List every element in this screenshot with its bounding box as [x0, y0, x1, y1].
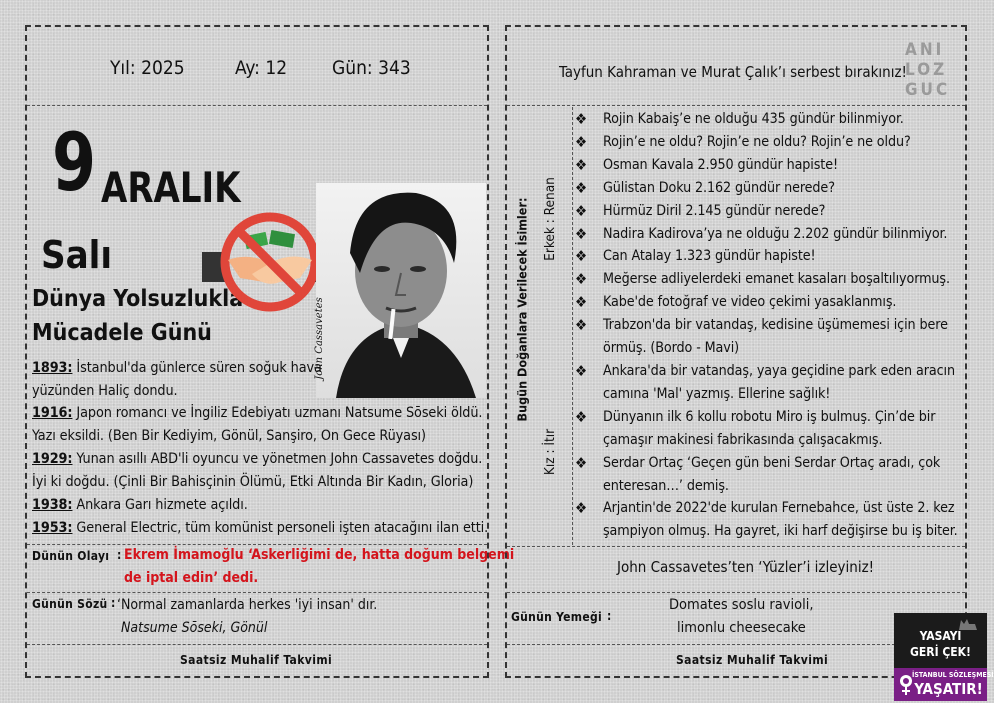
list-item: ❖ Kabe'de fotoğraf ve video çekimi yasaklanmış. [575, 291, 970, 314]
diamond-bullet-icon: ❖ [575, 224, 587, 243]
badge-line3: İSTANBUL SÖZLEŞMESİ [912, 671, 994, 679]
names-label: Bugün Doğanlara Verilecek İsimler: [514, 197, 530, 422]
right-footer: Saatsiz Muhalif Takvimi [676, 653, 829, 667]
diamond-bullet-icon: ❖ [575, 247, 587, 266]
soz-colon: : [111, 596, 116, 610]
event-1929: 1929: Yunan asıllı ABD'li oyuncu ve yönetmen John Cassavetes doğdu. İyi ki doğdu. (Çinli Bir Bahisçinin Ölümü, Etki Altında Bir Kadın, Gloria) [32, 451, 483, 490]
list-item: ❖ Rojin Kabaiş’e ne olduğu 435 gündür bilinmiyor. [575, 108, 970, 131]
day-of-year-label: Gün: 343 [332, 57, 411, 79]
badge-line1: YASAYI [919, 629, 962, 643]
release-call-header: Tayfun Kahraman ve Murat Çalık’ı serbest bırakınız! [559, 63, 907, 81]
diamond-bullet-icon: ❖ [575, 361, 587, 380]
cat-silhouette-icon [957, 615, 979, 629]
right-movie-divider [507, 546, 965, 547]
olay-text-line1: Ekrem İmamoğlu ‘Askerliğimi de, hatta doğum belgemi [124, 547, 515, 563]
year-label: Yıl: 2025 [110, 57, 185, 79]
diamond-bullet-icon: ❖ [575, 499, 587, 518]
olay-text-line2: de iptal edin’ dedi. [124, 570, 259, 586]
olay-label: Dünün Olayı [32, 549, 110, 563]
badge-line2: GERİ ÇEK! [910, 645, 971, 659]
diamond-bullet-icon: ❖ [575, 316, 587, 335]
event-1953: 1953: General Electric, tüm komünist personeli işten atacağını ilan etti. [32, 520, 489, 536]
list-item: ❖ Osman Kavala 2.950 gündür hapiste! [575, 154, 970, 177]
list-item: ❖ Nadira Kadirova’ya ne olduğu 2.202 gündür bilinmiyor. [575, 223, 970, 246]
olay-colon: : [117, 548, 122, 562]
day-number: 9 [52, 116, 97, 209]
list-item: ❖ Ankara'da bir vatandaş, yaya geçidine park eden aracın camına 'Mal' yazmış. Ellerine sağlık! [575, 361, 955, 402]
news-list [575, 108, 970, 543]
left-soz-divider [27, 592, 487, 593]
diamond-bullet-icon: ❖ [575, 178, 587, 197]
diamond-bullet-icon: ❖ [575, 270, 587, 289]
list-item: ❖ Trabzon'da bir vatandaş, kedisine üşümemesi için bere örmüş. (Bordo - Mavi) [575, 316, 948, 357]
istanbul-convention-badge [894, 613, 994, 701]
month-name: ARALIK [101, 163, 241, 212]
list-item: ❖ Can Atalay 1.323 gündür hapiste! [575, 245, 970, 268]
male-name: Erkek : Renan [542, 177, 558, 261]
event-1893: 1893: İstanbul'da günlerce süren soğuk hava yüzünden Haliç dondu. [32, 360, 322, 399]
aniloz-logo: ANI LOZ GUC [905, 40, 951, 100]
yemek-colon: : [607, 609, 612, 623]
diamond-bullet-icon: ❖ [575, 110, 587, 128]
yemek-line2: limonlu cheesecake [677, 620, 806, 636]
diamond-bullet-icon: ❖ [575, 201, 587, 220]
left-footer-divider [27, 644, 487, 645]
female-name: Kız : İtır [542, 428, 558, 476]
diamond-bullet-icon: ❖ [575, 293, 587, 312]
yemek-label: Günün Yemeği [511, 610, 603, 624]
right-header-divider [507, 105, 965, 106]
diamond-bullet-icon: ❖ [575, 453, 587, 472]
badge-line4: YAŞATIR! [914, 680, 983, 698]
event-1938: 1938: Ankara Garı hizmete açıldı. [32, 497, 248, 513]
weekday: Salı [41, 233, 113, 277]
list-item: ❖ Meğerse adliyelerdeki emanet kasaları boşaltılıyormuş. [575, 268, 970, 291]
diamond-bullet-icon: ❖ [575, 407, 587, 426]
left-olay-divider [27, 544, 487, 545]
diamond-bullet-icon: ❖ [575, 132, 587, 151]
right-yemek-divider [507, 592, 965, 593]
yemek-line1: Domates soslu ravioli, [669, 597, 814, 613]
list-item: ❖ Gülistan Doku 2.162 gündür nerede? [575, 177, 970, 200]
soz-label: Günün Sözü [32, 597, 108, 611]
list-item: ❖ Dünyanın ilk 6 kollu robotu Miro iş bulmuş. Çin’de bir çamaşır makinesi fabrikasında çalışacakmış. [575, 407, 936, 448]
left-header-divider [27, 105, 487, 106]
photo-caption: John Cassavetes [313, 297, 325, 380]
movie-recommendation: John Cassavetes’ten ‘Yüzler’i izleyiniz! [617, 558, 875, 576]
names-column-divider [572, 107, 573, 545]
soz-author: Natsume Sōseki, Gönül [121, 620, 268, 636]
list-item: ❖ Serdar Ortaç ‘Geçen gün beni Serdar Ortaç aradı, çok enteresan…’ demiş. [575, 453, 941, 494]
observance-line2: Mücadele Günü [32, 320, 212, 346]
event-1916: 1916: Japon romancı ve İngiliz Edebiyatı uzmanı Natsume Sōseki öldü. Yazı eksildi. (Ben Bir Kediyim, Gönül, Sanşiro, On Gece Rüyası) [32, 405, 483, 444]
observance-line1: Dünya Yolsuzlukla [32, 286, 244, 312]
left-footer: Saatsiz Muhalif Takvimi [180, 653, 333, 667]
list-item: ❖ Arjantin'de 2022'de kurulan Fernebahce, üst üste 2. kez şampiyon olmuş. Ha gayret, iki harf değişirse bu iş biter. [575, 499, 958, 540]
diamond-bullet-icon: ❖ [575, 155, 587, 174]
list-item: ❖ Rojin’e ne oldu? Rojin’e ne oldu? Rojin’e ne oldu? [575, 131, 970, 154]
list-item: ❖ Hürmüz Diril 2.145 gündür nerede? [575, 200, 970, 223]
badge-purple-strip [894, 668, 994, 701]
month-label: Ay: 12 [235, 57, 288, 79]
soz-text: ‘Normal zamanlarda herkes 'iyi insan' dır. [117, 597, 378, 613]
